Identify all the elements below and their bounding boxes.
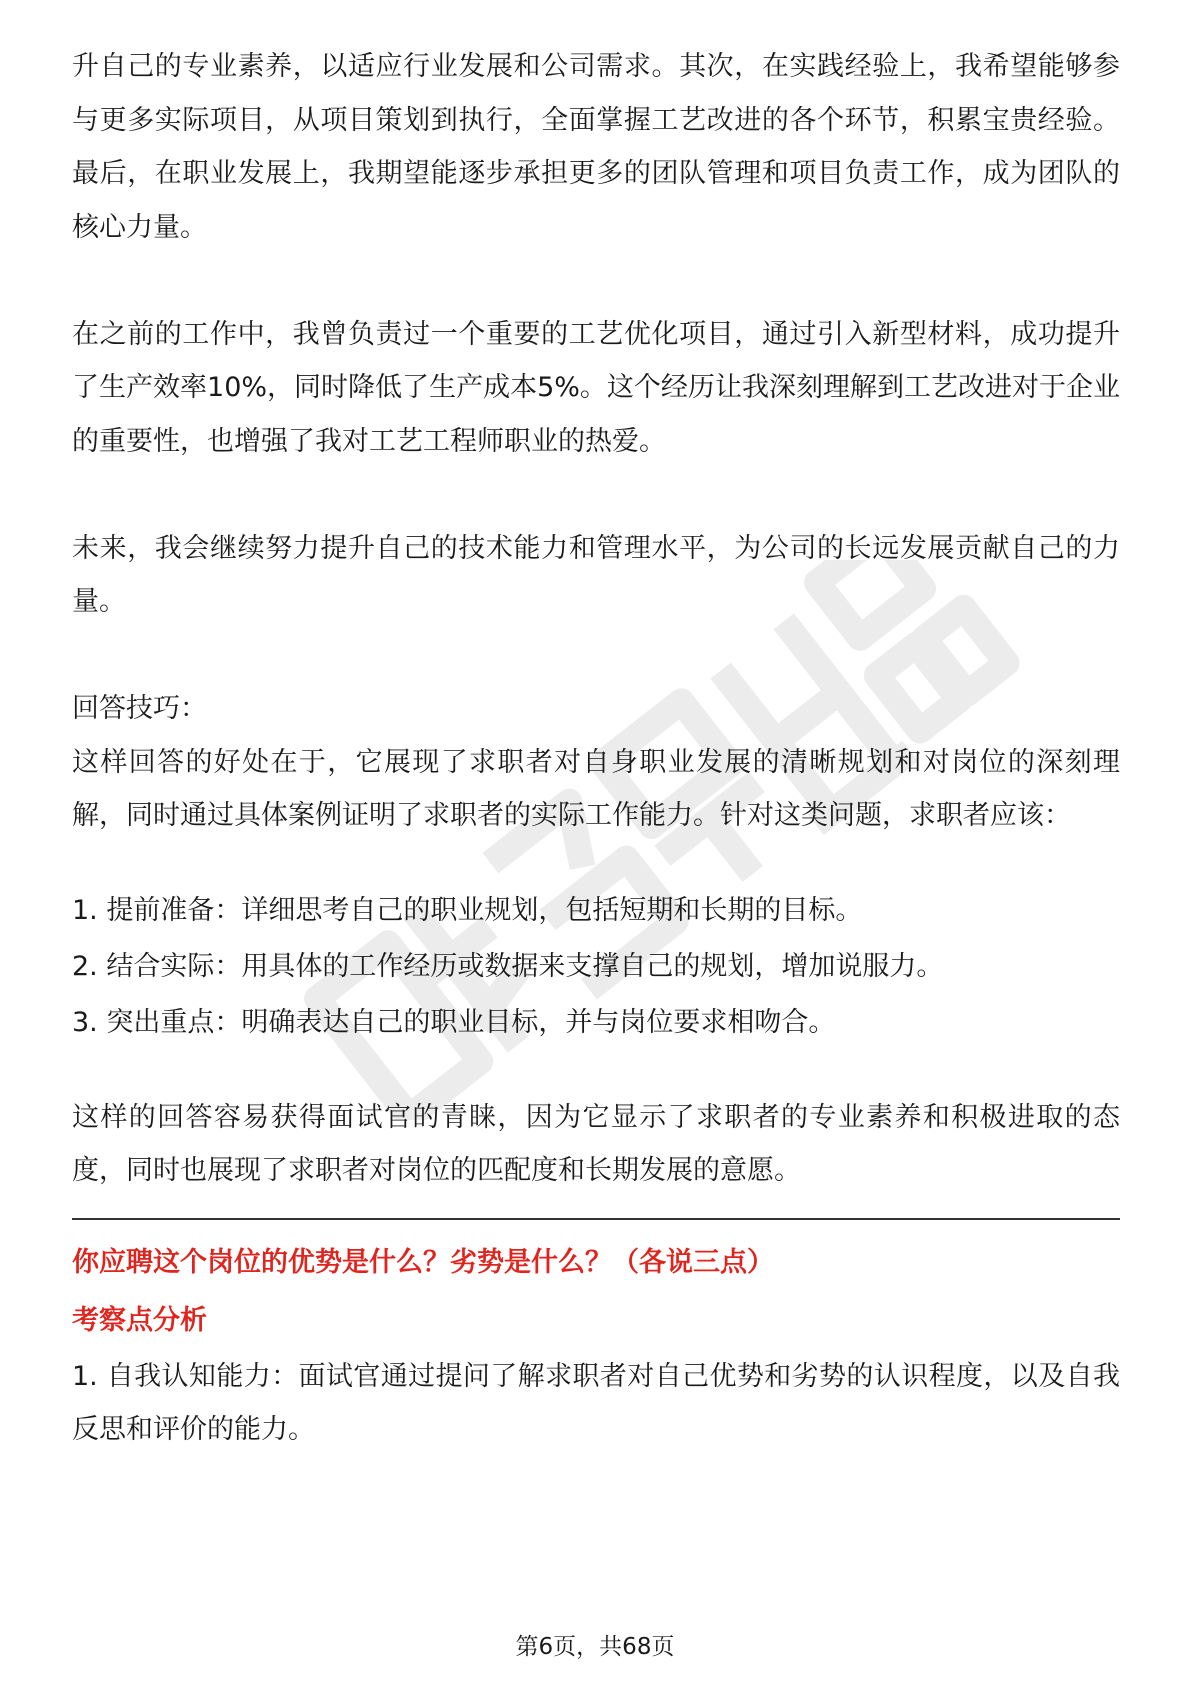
paragraph-career-plan: 升自己的专业素养，以适应行业发展和公司需求。其次，在实践经验上，我希望能够参与更多实际项目，从项目策划到执行，全面掌握工艺改进的各个环节，积累宝贵经验。最后，在职业发展上，我期望能逐步承担更多的团队管理和项目负责工作，成为团队的核心力量。 bbox=[72, 51, 1120, 243]
tips-conclusion: 这样的回答容易获得面试官的青睐，因为它显示了求职者的专业素养和积极进取的态度，同时也展现了求职者对岗位的匹配度和长期发展的意愿。 bbox=[72, 1101, 1120, 1186]
tips-item-2: 2. 结合实际：用具体的工作经历或数据来支撑自己的规划，增加说服力。 bbox=[72, 950, 944, 982]
tips-heading: 回答技巧： bbox=[72, 693, 207, 724]
page-indicator: 第6页，共68页 bbox=[515, 1634, 675, 1660]
tips-item-1: 1. 提前准备：详细思考自己的职业规划，包括短期和长期的目标。 bbox=[72, 894, 863, 926]
question-title: 你应聘这个岗位的优势是什么？劣势是什么？（各说三点） bbox=[72, 1246, 774, 1278]
tips-item-3: 3. 突出重点：明确表达自己的职业目标，并与岗位要求相吻合。 bbox=[72, 1006, 836, 1038]
section-divider bbox=[72, 1218, 1120, 1220]
paragraph-future: 未来，我会继续努力提升自己的技术能力和管理水平，为公司的长远发展贡献自己的力量。 bbox=[72, 532, 1120, 617]
analysis-item-1: 1. 自我认知能力：面试官通过提问了解求职者对自己优势和劣势的认识程度，以及自我反思和评价的能力。 bbox=[72, 1360, 1120, 1445]
tips-intro: 这样回答的好处在于，它展现了求职者对自身职业发展的清晰规划和对岗位的深刻理解，同时通过具体案例证明了求职者的实际工作能力。针对这类问题，求职者应该： bbox=[72, 746, 1120, 831]
document-body bbox=[72, 40, 1120, 1457]
analysis-heading: 考察点分析 bbox=[72, 1304, 207, 1336]
paragraph-past-experience: 在之前的工作中，我曾负责过一个重要的工艺优化项目，通过引入新型材料，成功提升了生产效率10%，同时降低了生产成本5%。这个经历让我深刻理解到工艺改进对于企业的重要性，也增强了我对工艺工程师职业的热爱。 bbox=[72, 318, 1120, 457]
